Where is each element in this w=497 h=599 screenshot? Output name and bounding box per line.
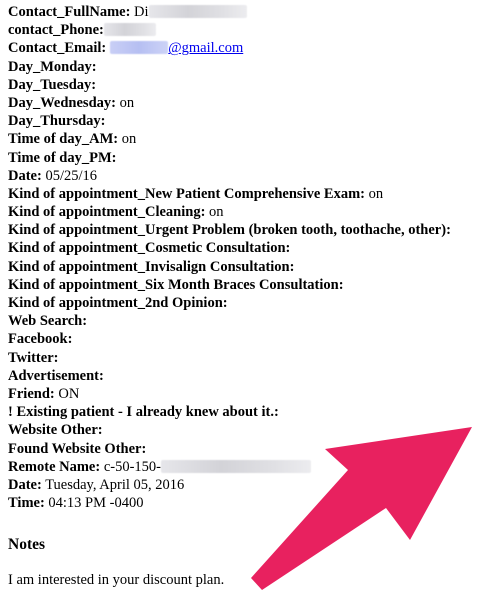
form-field-row bbox=[8, 112, 494, 130]
field-label: Friend: bbox=[8, 385, 55, 402]
form-field-row bbox=[8, 403, 494, 421]
field-label: Kind of appointment_Cleaning: bbox=[8, 204, 206, 221]
field-label: Date: bbox=[8, 167, 42, 184]
field-value: on bbox=[365, 185, 384, 202]
redacted-value bbox=[149, 5, 247, 18]
field-label: Date: bbox=[8, 476, 42, 493]
field-value: ON bbox=[54, 385, 80, 402]
field-value: Di bbox=[130, 4, 149, 20]
field-label: Contact_Email: bbox=[8, 40, 107, 57]
field-label: Web Search: bbox=[8, 313, 88, 330]
form-field-row bbox=[8, 39, 494, 57]
redacted-value bbox=[104, 23, 156, 36]
field-value: 04:13 PM -0400 bbox=[44, 495, 144, 512]
form-field-row bbox=[8, 76, 494, 94]
form-field-row bbox=[8, 276, 494, 294]
form-field-row bbox=[8, 330, 494, 348]
form-field-row bbox=[8, 94, 494, 112]
notes-heading: Notes bbox=[8, 536, 46, 553]
field-value: c-50-150- bbox=[100, 458, 161, 475]
form-field-row bbox=[8, 185, 494, 203]
form-field-row bbox=[8, 221, 494, 239]
form-field-row bbox=[8, 21, 494, 39]
redacted-value bbox=[110, 41, 168, 54]
form-field-row bbox=[8, 367, 494, 385]
field-label: contact_Phone: bbox=[8, 22, 104, 39]
field-label: Day_Tuesday: bbox=[8, 76, 97, 93]
form-field-row bbox=[8, 258, 494, 276]
form-fields-list bbox=[8, 3, 494, 512]
form-field-row bbox=[8, 3, 494, 21]
form-field-row bbox=[8, 494, 494, 512]
field-value: on bbox=[115, 94, 135, 111]
field-label: Time: bbox=[8, 495, 45, 512]
form-field-row bbox=[8, 476, 494, 494]
form-field-row bbox=[8, 440, 494, 458]
field-label: Kind of appointment_Invisalign Consultation: bbox=[8, 258, 295, 275]
field-value: on bbox=[118, 131, 137, 148]
form-field-row bbox=[8, 458, 494, 476]
field-label: Contact_FullName: bbox=[8, 4, 131, 20]
redacted-value bbox=[161, 460, 311, 473]
field-label: ! Existing patient - I already knew about it.: bbox=[8, 404, 279, 421]
form-field-row bbox=[8, 149, 494, 167]
field-value: on bbox=[205, 204, 224, 221]
form-field-row bbox=[8, 312, 494, 330]
form-field-row bbox=[8, 58, 494, 76]
field-label: Kind of appointment_Urgent Problem (broken tooth, toothache, other): bbox=[8, 222, 451, 239]
field-label: Found Website Other: bbox=[8, 440, 147, 457]
field-label: Kind of appointment_2nd Opinion: bbox=[8, 295, 228, 311]
form-field-row bbox=[8, 130, 494, 148]
field-label: Time of day_PM: bbox=[8, 149, 117, 166]
form-field-row bbox=[8, 203, 494, 221]
field-value: Tuesday, April 05, 2016 bbox=[41, 476, 185, 493]
form-field-row bbox=[8, 349, 494, 367]
field-label: Kind of appointment_Six Month Braces Consultation: bbox=[8, 276, 344, 293]
field-value: 05/25/16 bbox=[41, 167, 98, 184]
form-field-row bbox=[8, 167, 494, 185]
email-link[interactable]: @gmail.com bbox=[168, 40, 244, 57]
field-label: Facebook: bbox=[8, 331, 73, 348]
form-field-row bbox=[8, 239, 494, 257]
field-label: Twitter: bbox=[8, 349, 59, 366]
form-field-row bbox=[8, 421, 494, 439]
form-field-row bbox=[8, 385, 494, 403]
form-field-row bbox=[8, 294, 494, 312]
field-label: Advertisement: bbox=[8, 367, 104, 384]
field-label: Kind of appointment_New Patient Comprehensive Exam: bbox=[8, 185, 365, 202]
notes-text: I am interested in your discount plan. bbox=[8, 572, 225, 588]
field-label: Time of day_AM: bbox=[8, 131, 119, 148]
field-label: Day_Monday: bbox=[8, 58, 97, 75]
field-label: Website Other: bbox=[8, 422, 103, 439]
field-label: Day_Thursday: bbox=[8, 113, 106, 130]
field-label: Kind of appointment_Cosmetic Consultation: bbox=[8, 240, 291, 257]
field-label: Remote Name: bbox=[8, 458, 101, 475]
field-label: Day_Wednesday: bbox=[8, 94, 116, 111]
